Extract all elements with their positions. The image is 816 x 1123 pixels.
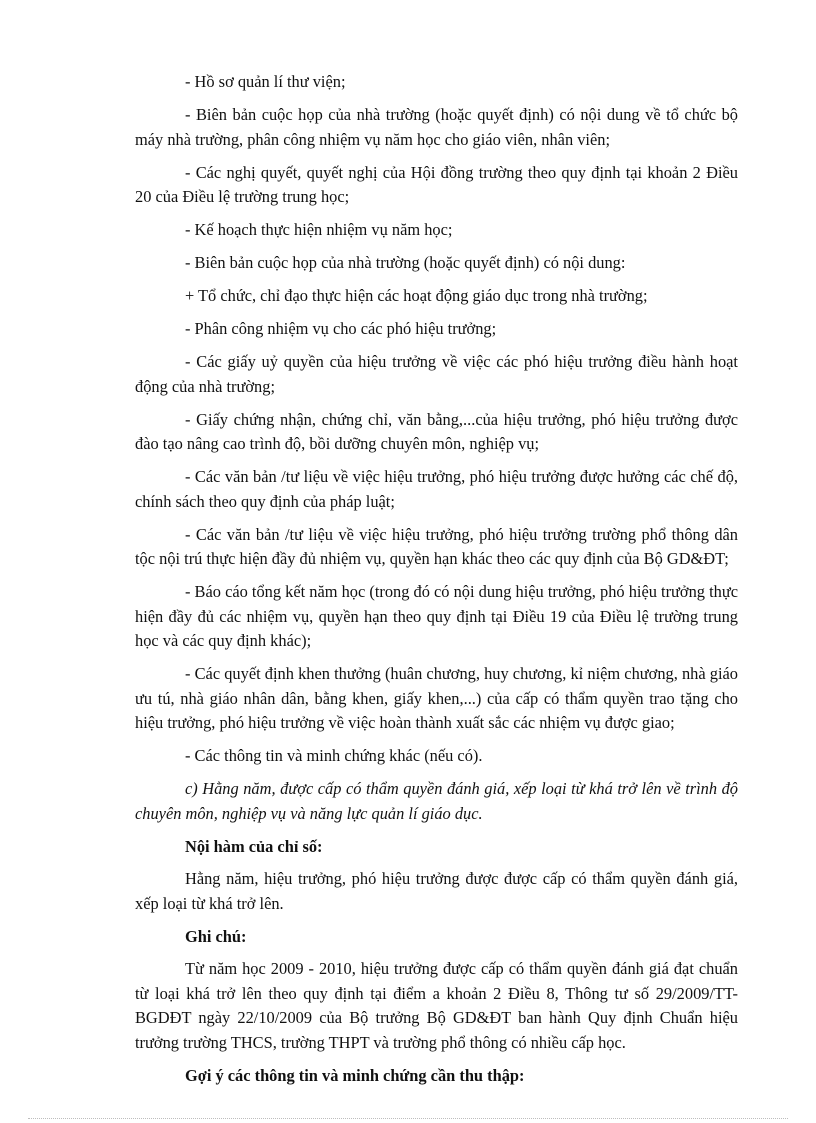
evidence-item: - Kế hoạch thực hiện nhiệm vụ năm học; xyxy=(185,220,453,239)
section-heading-evidence-suggestions: Gợi ý các thông tin và minh chứng cần thu thập: xyxy=(185,1065,525,1085)
evidence-item: - Các văn bản /tư liệu về việc hiệu trưởng, phó hiệu trưởng trường phổ thông dân tộc nội trú thực hiện đầy đủ nhiệm vụ, quyền hạn khác theo các quy định của Bộ GD&ĐT; xyxy=(135,524,738,568)
body-paragraph: Từ năm học 2009 - 2010, hiệu trưởng được cấp có thẩm quyền đánh giá đạt chuẩn từ loại khá trở lên theo quy định tại điểm a khoản 2 Điều 8, Thông tư số 29/2009/TT-BGDĐT ngày 22/10/2009 của Bộ trưởng Bộ GD&ĐT ban hành Quy định Chuẩn hiệu trưởng trường THCS, trường THPT và trường phổ thông có nhiều cấp học. xyxy=(135,959,738,1052)
evidence-item: - Các giấy uỷ quyền của hiệu trưởng về việc các phó hiệu trưởng điều hành hoạt động của nhà trường; xyxy=(135,352,738,396)
document-body xyxy=(135,70,738,1096)
section-heading-indicator-content: Nội hàm của chỉ số: xyxy=(185,836,323,856)
criterion-c-heading: c) Hằng năm, được cấp có thẩm quyền đánh giá, xếp loại từ khá trở lên về trình độ chuyên môn, nghiệp vụ và năng lực quản lí giáo dục. xyxy=(135,779,738,823)
body-paragraph: Hằng năm, hiệu trưởng, phó hiệu trưởng được được cấp có thẩm quyền đánh giá, xếp loại từ khá trở lên. xyxy=(135,869,738,913)
evidence-item: - Hồ sơ quản lí thư viện; xyxy=(185,72,346,91)
evidence-item: - Phân công nhiệm vụ cho các phó hiệu trưởng; xyxy=(185,319,497,338)
evidence-subitem: + Tổ chức, chỉ đạo thực hiện các hoạt động giáo dục trong nhà trường; xyxy=(185,286,648,305)
evidence-item: - Các thông tin và minh chứng khác (nếu có). xyxy=(185,746,483,765)
evidence-item: - Biên bản cuộc họp của nhà trường (hoặc quyết định) có nội dung về tổ chức bộ máy nhà trường, phân công nhiệm vụ năm học cho giáo viên, nhân viên; xyxy=(135,105,738,149)
evidence-item: - Các văn bản /tư liệu về việc hiệu trưởng, phó hiệu trưởng được hưởng các chế độ, chính sách theo quy định của pháp luật; xyxy=(135,467,738,511)
section-heading-note: Ghi chú: xyxy=(185,926,247,946)
page-bottom-divider xyxy=(28,1118,788,1119)
evidence-item: - Biên bản cuộc họp của nhà trường (hoặc quyết định) có nội dung: xyxy=(185,253,626,272)
evidence-item: - Báo cáo tổng kết năm học (trong đó có nội dung hiệu trưởng, phó hiệu trưởng thực hiện đầy đủ các nhiệm vụ, quyền hạn theo quy định tại Điều 19 của Điều lệ trường trung học và các quy định khác); xyxy=(135,582,738,650)
evidence-item: - Các nghị quyết, quyết nghị của Hội đồng trường theo quy định tại khoản 2 Điều 20 của Điều lệ trường trung học; xyxy=(135,162,738,206)
evidence-item: - Giấy chứng nhận, chứng chỉ, văn bằng,...của hiệu trưởng, phó hiệu trưởng được đào tạo nâng cao trình độ, bồi dưỡng chuyên môn, nghiệp vụ; xyxy=(135,409,738,453)
evidence-item: - Các quyết định khen thưởng (huân chương, huy chương, kỉ niệm chương, nhà giáo ưu tú, nhà giáo nhân dân, bằng khen, giấy khen,...) của cấp có thẩm quyền trao tặng cho hiệu trưởng, phó hiệu trưởng về việc hoàn thành xuất sắc các nhiệm vụ được giao; xyxy=(135,664,738,732)
